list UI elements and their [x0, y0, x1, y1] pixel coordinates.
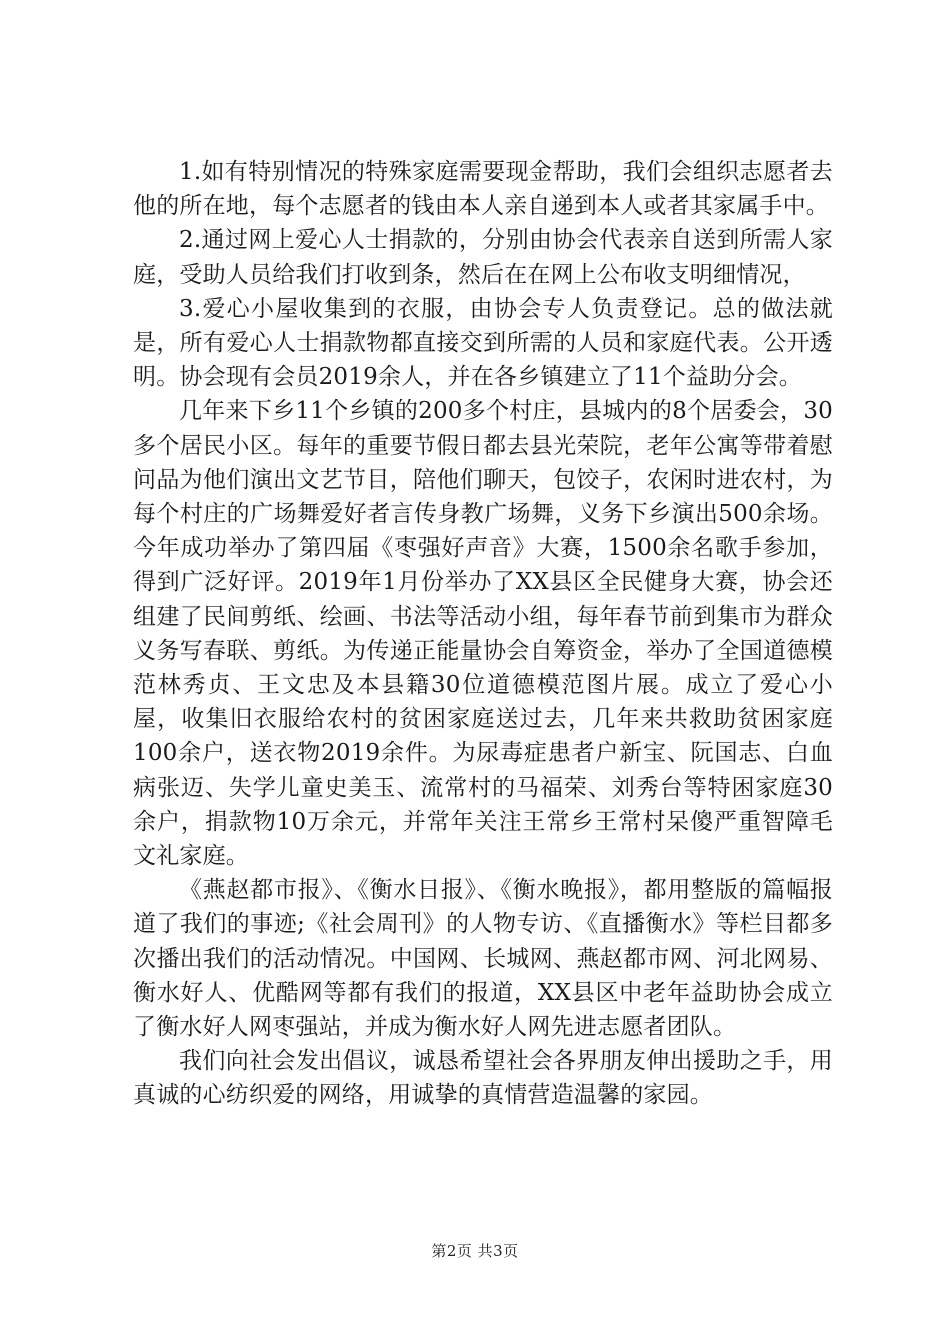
paragraph-appeal: 我们向社会发出倡议，诚恳希望社会各界朋友伸出援助之手，用真诚的心纺织爱的网络，用诚挚的真情营造温馨的家园。 — [133, 1048, 833, 1109]
paragraph-cash-help: 1.如有特别情况的特殊家庭需要现金帮助，我们会组织志愿者去他的所在地，每个志愿者的钱由本人亲自递到本人或者其家属手中。 — [133, 159, 833, 220]
paragraph-media-coverage: 《燕赵都市报》、《衡水日报》、《衡水晚报》，都用整版的篇幅报道了我们的事迹;《社会周刊》的人物专访、《直播衡水》等栏目都多次播出我们的活动情况。中国网、长城网、燕赵都市网、河北网易、衡水好人、优酷网等都有我们的报道，XX县区中老年益助协会成立了衡水好人网枣强站，并成为衡水好人网先进志愿者团队。 — [133, 877, 833, 1041]
page-footer: 第2页 共3页 — [431, 1242, 519, 1260]
paragraph-love-hut: 3.爱心小屋收集到的衣服，由协会专人负责登记。总的做法就是，所有爱心人士捐款物都直接交到所需的人员和家庭代表。公开透明。协会现有会员2019余人，并在各乡镇建立了11个益助分会。 — [133, 295, 833, 391]
paragraph-online-donation: 2.通过网上爱心人士捐款的，分别由协会代表亲自送到所需人家庭，受助人员给我们打收到条，然后在在网上公布收支明细情况， — [133, 227, 833, 288]
document-body — [133, 155, 833, 1113]
paragraph-activities: 几年来下乡11个乡镇的200多个村庄，县城内的8个居委会，30多个居民小区。每年的重要节假日都去县光荣院，老年公寓等带着慰问品为他们演出文艺节目，陪他们聊天，包饺子，农闲时进农村，为每个村庄的广场舞爱好者言传身教广场舞，义务下乡演出500余场。今年成功举办了第四届《枣强好声音》大赛，1500余名歌手参加，得到广泛好评。2019年1月份举办了XX县区全民健身大赛，协会还组建了民间剪纸、绘画、书法等活动小组，每年春节前到集市为群众义务写春联、剪纸。为传递正能量协会自筹资金，举办了全国道德模范林秀贞、王文忠及本县籍30位道德模范图片展。成立了爱心小屋，收集旧衣服给农村的贫困家庭送过去，几年来共救助贫困家庭100余户，送衣物2019余件。为尿毒症患者户新宝、阮国志、白血病张迈、失学儿童史美玉、流常村的马福荣、刘秀台等特困家庭30余户，捐款物10万余元，并常年关注王常乡王常村呆傻严重智障毛文礼家庭。 — [133, 398, 833, 870]
